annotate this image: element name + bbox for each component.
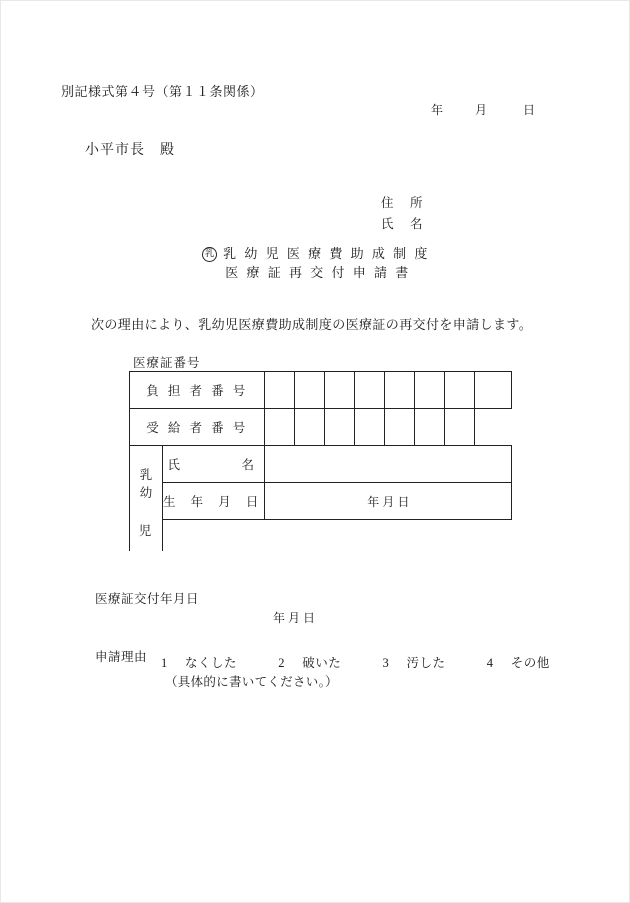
- issue-date-line: [273, 609, 315, 626]
- recipient-number-cell[interactable]: [445, 409, 475, 446]
- burden-number-cell[interactable]: [385, 372, 415, 409]
- reason-option-4-text[interactable]: その他: [510, 656, 550, 670]
- child-dob-label: 生 年 月 日: [163, 483, 265, 520]
- issue-date-label: 医療証交付年月日: [95, 592, 200, 606]
- recipient-number-cell[interactable]: [325, 409, 355, 446]
- recipient-number-cell[interactable]: [355, 409, 385, 446]
- burden-number-cell[interactable]: [295, 372, 325, 409]
- recipient-number-cell[interactable]: [385, 409, 415, 446]
- child-side-char-nyu: 乳: [139, 467, 153, 482]
- top-date-month: 月: [475, 103, 488, 117]
- reason-note: （具体的に書いてください。）: [165, 675, 338, 689]
- top-date-day: 日: [523, 103, 536, 117]
- dob-year: 年: [367, 494, 380, 509]
- cert-number-label: 医療証番号: [133, 356, 201, 370]
- child-side-column-border: [129, 479, 163, 551]
- recipient-number-cell[interactable]: [295, 409, 325, 446]
- issue-date-year: 年: [273, 611, 286, 625]
- reason-options: [161, 653, 550, 671]
- reason-option-2-text[interactable]: 破いた: [302, 656, 342, 670]
- reason-option-1-text[interactable]: なくした: [185, 656, 238, 670]
- table-row-recipient-number: [130, 409, 512, 446]
- top-date-year: 年: [431, 103, 444, 117]
- burden-number-cell[interactable]: [355, 372, 385, 409]
- dob-month: 月: [382, 494, 395, 509]
- top-date-line: [431, 101, 535, 118]
- cert-table: [129, 371, 512, 520]
- applicant-name-label: 氏 名: [381, 217, 425, 231]
- recipient-number-cell[interactable]: [415, 409, 445, 446]
- reason-option-2-number[interactable]: 2: [278, 656, 286, 670]
- reason-option-3-text[interactable]: 汚した: [406, 656, 446, 670]
- title-line-2: 医 療 証 再 交 付 申 請 書: [225, 265, 411, 280]
- title-text-1: 乳 幼 児 医 療 費 助 成 制 度: [223, 246, 430, 261]
- reason-label: 申請理由: [95, 650, 148, 664]
- applicant-block: [381, 193, 425, 235]
- burden-number-cell[interactable]: [475, 372, 512, 409]
- child-name-label: 氏 名: [163, 446, 265, 483]
- table-row-child-name: [130, 446, 512, 483]
- recipient-number-cell[interactable]: [265, 409, 295, 446]
- child-side-char-yo: 幼: [139, 485, 153, 500]
- recipient-number-label: 受 給 者 番 号: [130, 409, 265, 446]
- maru-nyu-icon: 乳: [202, 247, 217, 262]
- issue-date-day: 日: [303, 611, 316, 625]
- applicant-address-label: 住 所: [381, 196, 425, 210]
- child-side-char-ji: 児: [138, 524, 152, 538]
- document-title: [1, 244, 630, 282]
- lead-text: 次の理由により、乳幼児医療費助成制度の医療証の再交付を申請します。: [91, 317, 533, 332]
- child-name-value[interactable]: [265, 446, 512, 483]
- table-row-child-dob: [130, 483, 512, 520]
- reason-option-1-number[interactable]: 1: [161, 656, 168, 670]
- reason-option-4-number[interactable]: 4: [486, 656, 494, 670]
- table-row-burden-number: [130, 372, 512, 409]
- reason-option-3-number[interactable]: 3: [382, 656, 390, 670]
- title-line-1: [1, 244, 630, 263]
- form-number: 別記様式第４号（第１１条関係）: [61, 84, 264, 99]
- dob-day: 日: [397, 494, 410, 509]
- child-dob-value[interactable]: [265, 483, 512, 520]
- burden-number-cell[interactable]: [445, 372, 475, 409]
- burden-number-cell[interactable]: [265, 372, 295, 409]
- burden-number-cell[interactable]: [415, 372, 445, 409]
- burden-number-label: 負 担 者 番 号: [130, 372, 265, 409]
- addressee: 小平市長 殿: [85, 143, 175, 158]
- issue-date-month: 月: [288, 611, 301, 625]
- burden-number-cell[interactable]: [325, 372, 355, 409]
